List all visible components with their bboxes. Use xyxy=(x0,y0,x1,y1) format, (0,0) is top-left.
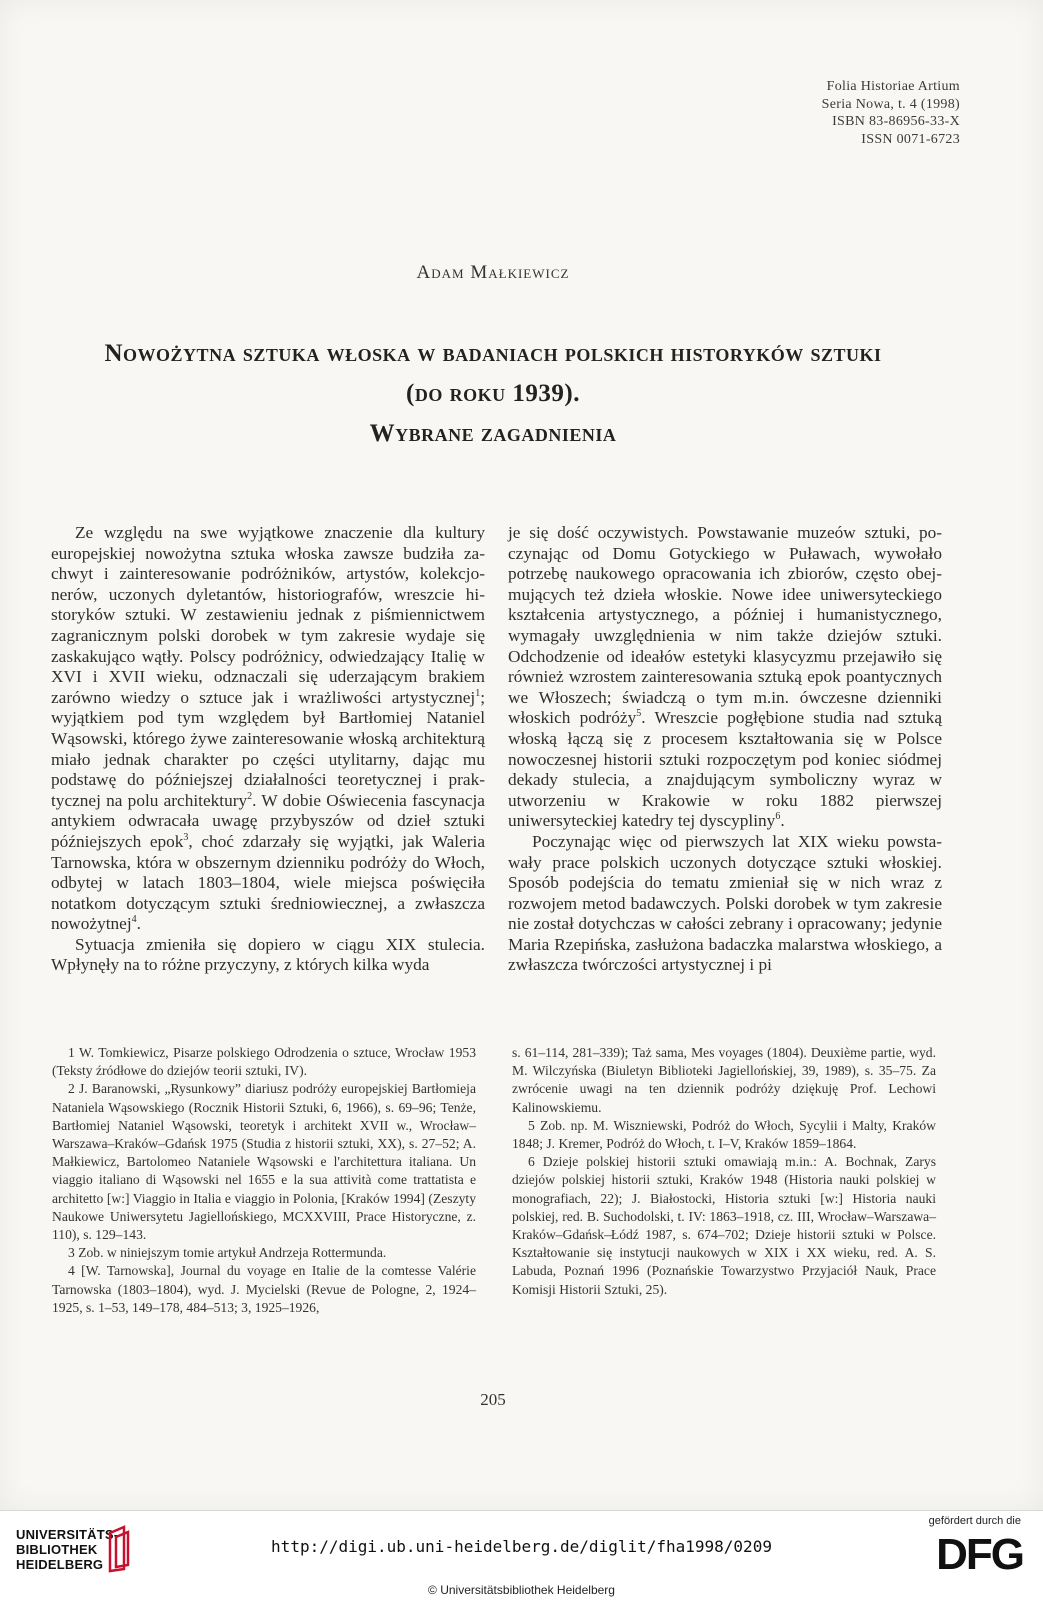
page-number: 205 xyxy=(480,1390,506,1409)
footnote: s. 61–114, 281–339); Taż sama, Mes voyages (1804). Deuxième partie, wyd. M. Wilczyńska (Biuletyn Biblioteki Jagiellońskiej, 39, 1989), s. 35–75. Za zwrócenie uwagi na ten dziennik podróży dziękuję Prof. Lechowi Kalinowskiemu. xyxy=(512,1045,936,1115)
digitization-footer xyxy=(0,1510,1043,1608)
paragraph: Sytuacja zmieniła się dopiero w ciągu XIX stulecia. Wpłynęły na to różne przyczyny, z których kilka wyda xyxy=(51,934,485,975)
text-run: , choć zdarzały się wyjątki, jak Waleria Tarnowska, która w obszernym dzienniku podróży do Włoch, odbytej w latach 1803–1804, wiele miejsca poświęciła notatkom dotyczącym sztuki średniowiecznej, a zwłaszcza nowożytnej xyxy=(51,831,485,934)
library-line: HEIDELBERG xyxy=(16,1557,104,1572)
article-title xyxy=(0,334,986,454)
series-line: ISBN 83-86956-33-X xyxy=(832,114,960,129)
footnote-ref[interactable]: 2 xyxy=(247,790,253,802)
footnote: 4 [W. Tarnowska], Journal du voyage en Italie de la comtesse Valérie Tarnowska (1803–1804), wyd. J. Mycielski (Revue de Pologne, 2, 1924–1925, s. 1–53, 149–178, 484–513; 3, 1925–1926, xyxy=(52,1263,476,1315)
funded-by-label: gefördert durch die xyxy=(928,1515,1021,1527)
footnote: 2 J. Baranowski, „Rysunkowy” diariusz podróży europejskiej Bartłomieja Nataniela Wąsowskiego (Rocznik Historii Sztuki, 6, 1966), s. 69–96; Tenże, Bartłomiej Nataniel Wąsowski, teoretyk i architekt XVII w., Wrocław–Warszawa–Kraków–Gdańsk 1975 (Studia z historii sztuki, XX), s. 27–52; A. Małkiewicz, Bartolomeo Nataniele Wąsowski e l'architettura italiana. Un viaggio italiano di Wąsowski nel 1655 e la sua attività come trattatista e architetto [w:] Viaggio in Italia e viaggio in Polonia, [Kraków 1994] (Zeszyty Naukowe Uniwersytetu Jagiellońskiego, MCXXVIII, Prace Historyczne, z. 110), s. 129–143. xyxy=(52,1081,476,1243)
footnote-ref[interactable]: 1 xyxy=(475,687,481,699)
library-line: BIBLIOTHEK xyxy=(16,1542,98,1557)
footnote-ref[interactable]: 6 xyxy=(775,811,781,823)
text-run: . xyxy=(780,811,785,831)
footnote-ref[interactable]: 3 xyxy=(183,832,189,844)
footnote: 3 Zob. w niniejszym tomie artykuł Andrzeja Rottermunda. xyxy=(68,1245,387,1261)
title-line: (do roku 1939). xyxy=(406,380,580,407)
text-run: je się dość oczywistych. Powstawanie muzeów sztuki, poczynając od Domu Gotyckiego w Puławach, wywołało potrzebę naukowego opracowania ich zbiorów, często obejmujących też dzieła włoskie. Nowe idee uniwersyteckiego kształcenia artystycznego, a później i humanistycznego, wymagały uwzględnienia w nim także dziejów sztuki. Odchodzenie od ideałów estetyki klasycyzmu przejawiło się również wzrostem zainteresowania sztuką epok poantycznych we Włoszech; świadczą o tym m.in. ówczesne dzienniki włoskich podróży xyxy=(508,523,942,728)
series-line: Seria Nowa, t. 4 (1998) xyxy=(821,96,960,112)
series-line: Folia Historiae Artium xyxy=(826,79,960,94)
paragraph: Poczynając więc od pierwszych lat XIX wieku powstawały prace polskich uczonych dotyczące sztuki włoskiej. Sposób podejścia do tematu zmieniał się w nich wraz z rozwojem metod badawczych. Polski dorobek w tym zakresie nie został dotychczas w całości zebrany i opracowany; jedynie Maria Rzepińska, zasłużona badaczka malarstwa włoskiego, a zwłaszcza twórczości artystycznej i pi xyxy=(508,831,942,975)
author-name: Adam Małkiewicz xyxy=(416,262,570,283)
text-run: . Wreszcie pogłębione studia nad sztuką włoską łączą się z procesem kształtowania się w Polsce nowoczesnej historii sztuki rozpoczętym pod koniec siódmej dekady stulecia, a znajdującym symboliczny wyraz w utworzeniu w Krakowie w roku 1882 pierwszej uniwersyteckiej katedry tej dyscypliny xyxy=(508,708,942,831)
text-run: . W dobie Oświecenia fascynacja antykiem odwracała uwagę przybyszów od dzieł sztuki późniejszych epok xyxy=(51,790,485,851)
title-line: Nowożytna sztuka włoska w badaniach polskich historyków sztuki xyxy=(104,340,882,367)
body-column-left xyxy=(51,523,485,976)
footnote-ref[interactable]: 5 xyxy=(636,708,642,720)
copyright-text: © Universitätsbibliothek Heidelberg xyxy=(428,1583,615,1597)
permalink[interactable]: http://digi.ub.uni-heidelberg.de/diglit/fha1998/0209 xyxy=(271,1537,772,1556)
footnote: 5 Zob. np. M. Wiszniewski, Podróż do Włoch, Sycylii i Malty, Kraków 1848; J. Kremer, Podróż do Włoch, t. I–V, Kraków 1859–1864. xyxy=(512,1117,936,1152)
series-line: ISSN 0071-6723 xyxy=(861,131,960,147)
text-run: ; wyjątkiem pod tym względem był Bartłomiej Nataniel Wąsowski, którego żywe zainteresowanie włoską architekturą miało jednak charakter po części utylitarny, dając mu podstawę do późniejszej działalności teoretycznej i praktycznej na polu architektury xyxy=(51,687,485,810)
footnotes-left xyxy=(52,1044,476,1317)
footnotes-right xyxy=(512,1044,936,1299)
dfg-logo: DFG xyxy=(936,1530,1023,1579)
journal-series-info xyxy=(822,78,960,148)
footnote: 1 W. Tomkiewicz, Pisarze polskiego Odrodzenia o sztuce, Wrocław 1953 (Teksty źródłowe do dziejów teorii sztuki, IV). xyxy=(52,1045,476,1079)
text-run: Ze względu na swe wyjątkowe znaczenie dla kultury europejskiej nowożytna sztuka włoska zawsze budziła zachwyt i zainteresowanie podróżników, artystów, kolekcjonerów, uczonych dyletantów, historiografów, wreszcie historyków sztuki. W zestawieniu jednak z piśmiennictwem zagranicznym polski dorobek w tym zakresie wydaje się zaskakująco wątły. Polscy podróżnicy, odwiedzający Italię w XVI i XVII wieku, odznaczali się uderzającym brakiem zarówno wiedzy o sztuce jak i wrażliwości artystycznej xyxy=(51,523,485,707)
body-column-right xyxy=(508,523,942,976)
footnote: 6 Dzieje polskiej historii sztuki omawiają m.in.: A. Bochnak, Zarys dziejów polskiej historii sztuki, Kraków 1948 (Historia nauki polskiej w monografiach, 22); J. Białostocki, Historia sztuki [w:] Historia nauki polskiej, red. B. Suchodolski, t. IV: 1863–1918, cz. III, Wrocław–Warszawa–Kraków–Gdańsk–Łódź 1987, s. 674–702; Dzieje historii sztuki w Polsce. Kształtowanie się instytucji naukowych w XIX i XX wieku, red. A. S. Labuda, Poznań 1996 (Poznańskie Towarzystwo Przyjaciół Nauk, Prace Komisji Historii Sztuki, 25). xyxy=(512,1154,936,1297)
library-line: UNIVERSITÄTS- xyxy=(16,1527,119,1542)
paragraph xyxy=(51,523,485,935)
text-run: . xyxy=(136,914,141,934)
footnote-ref[interactable]: 4 xyxy=(131,914,137,926)
title-line: Wybrane zagadnienia xyxy=(369,420,617,447)
paragraph xyxy=(508,523,942,832)
